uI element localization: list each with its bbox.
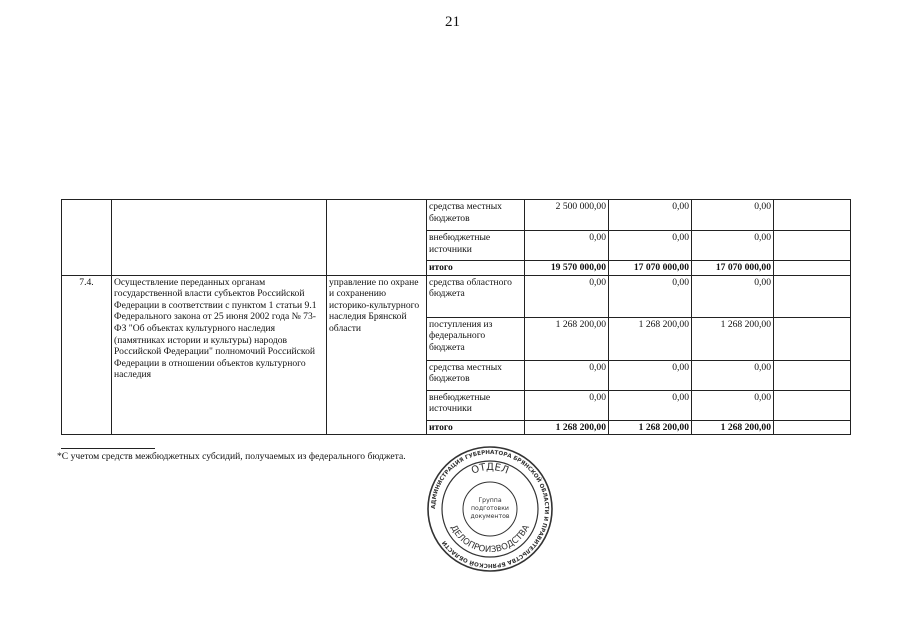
svg-text:ДЕЛОПРОИЗВОДСТВА: [448, 523, 532, 555]
budget-table: [61, 199, 851, 435]
empty-cell: [774, 420, 851, 435]
svg-text:ОТДЕЛ: [470, 462, 510, 477]
amount-cell: 0,00: [609, 275, 692, 317]
amount-cell: 0,00: [525, 360, 609, 390]
stamp-center-line: документов: [470, 513, 510, 520]
total-amount: 1 268 200,00: [525, 420, 609, 435]
total-label: итого: [427, 420, 525, 435]
amount-cell: 0,00: [692, 390, 774, 420]
empty-cell: [62, 200, 112, 276]
amount-cell: 0,00: [525, 275, 609, 317]
amount-cell: 1 268 200,00: [525, 317, 609, 360]
item-description: Осуществление переданных органам государственной власти субъектов Российской Федерации в соответствии с пунктом 1 статьи 9.1 Федерального закона от 25 июня 2002 года № 73-ФЗ "Об объектах культурного наследия (памятниках истории и культуры) народов Российской Федерации" полномочий Российской Федерации в отношении объектов культурного наследия: [112, 275, 327, 435]
empty-cell: [327, 200, 427, 276]
amount-cell: 2 500 000,00: [525, 200, 609, 231]
total-amount: 17 070 000,00: [609, 261, 692, 276]
amount-cell: 1 268 200,00: [692, 317, 774, 360]
amount-cell: 0,00: [692, 360, 774, 390]
empty-cell: [774, 275, 851, 317]
amount-cell: 0,00: [609, 360, 692, 390]
amount-cell: 0,00: [692, 275, 774, 317]
funding-source-cell: внебюджетные источники: [427, 390, 525, 420]
total-amount: 1 268 200,00: [609, 420, 692, 435]
empty-cell: [774, 390, 851, 420]
stamp-outer-text: АДМИНИСТРАЦИЯ ГУБЕРНАТОРА БРЯНСКОЙ ОБЛАСТИ И ПРАВИТЕЛЬСТВА БРЯНСКОЙ ОБЛАСТИ: [430, 449, 550, 569]
amount-cell: 0,00: [609, 231, 692, 261]
amount-cell: 0,00: [525, 231, 609, 261]
empty-cell: [774, 261, 851, 276]
amount-cell: 0,00: [609, 390, 692, 420]
footnote: *С учетом средств межбюджетных субсидий, получаемых из федерального бюджета.: [57, 451, 406, 462]
stamp-center-line: подготовки: [471, 505, 509, 512]
funding-source-cell: средства областного бюджета: [427, 275, 525, 317]
total-amount: 1 268 200,00: [692, 420, 774, 435]
funding-source-cell: средства местных бюджетов: [427, 200, 525, 231]
funding-source-cell: внебюджетные источники: [427, 231, 525, 261]
table-row: [62, 200, 851, 231]
item-executor: управление по охране и сохранению историко-культурного наследия Брянской области: [327, 275, 427, 435]
table-row: [62, 275, 851, 317]
amount-cell: 0,00: [692, 231, 774, 261]
amount-cell: 0,00: [609, 200, 692, 231]
empty-cell: [774, 200, 851, 231]
stamp-top-text: ОТДЕЛ: [469, 461, 511, 477]
empty-cell: [774, 360, 851, 390]
total-label: итого: [427, 261, 525, 276]
total-amount: 17 070 000,00: [692, 261, 774, 276]
amount-cell: 1 268 200,00: [609, 317, 692, 360]
total-amount: 19 570 000,00: [525, 261, 609, 276]
stamp-bottom-text: ДЕЛОПРОИЗВОДСТВА: [448, 523, 532, 556]
funding-source-cell: поступления из федерального бюджета: [427, 317, 525, 360]
amount-cell: 0,00: [525, 390, 609, 420]
item-number: 7.4.: [62, 275, 112, 435]
footnote-divider: [61, 448, 155, 449]
page-number: 21: [445, 14, 460, 30]
stamp-center-line: Группа: [478, 497, 502, 504]
empty-cell: [774, 317, 851, 360]
funding-source-cell: средства местных бюджетов: [427, 360, 525, 390]
empty-cell: [112, 200, 327, 276]
office-stamp: [425, 444, 555, 574]
amount-cell: 0,00: [692, 200, 774, 231]
empty-cell: [774, 231, 851, 261]
